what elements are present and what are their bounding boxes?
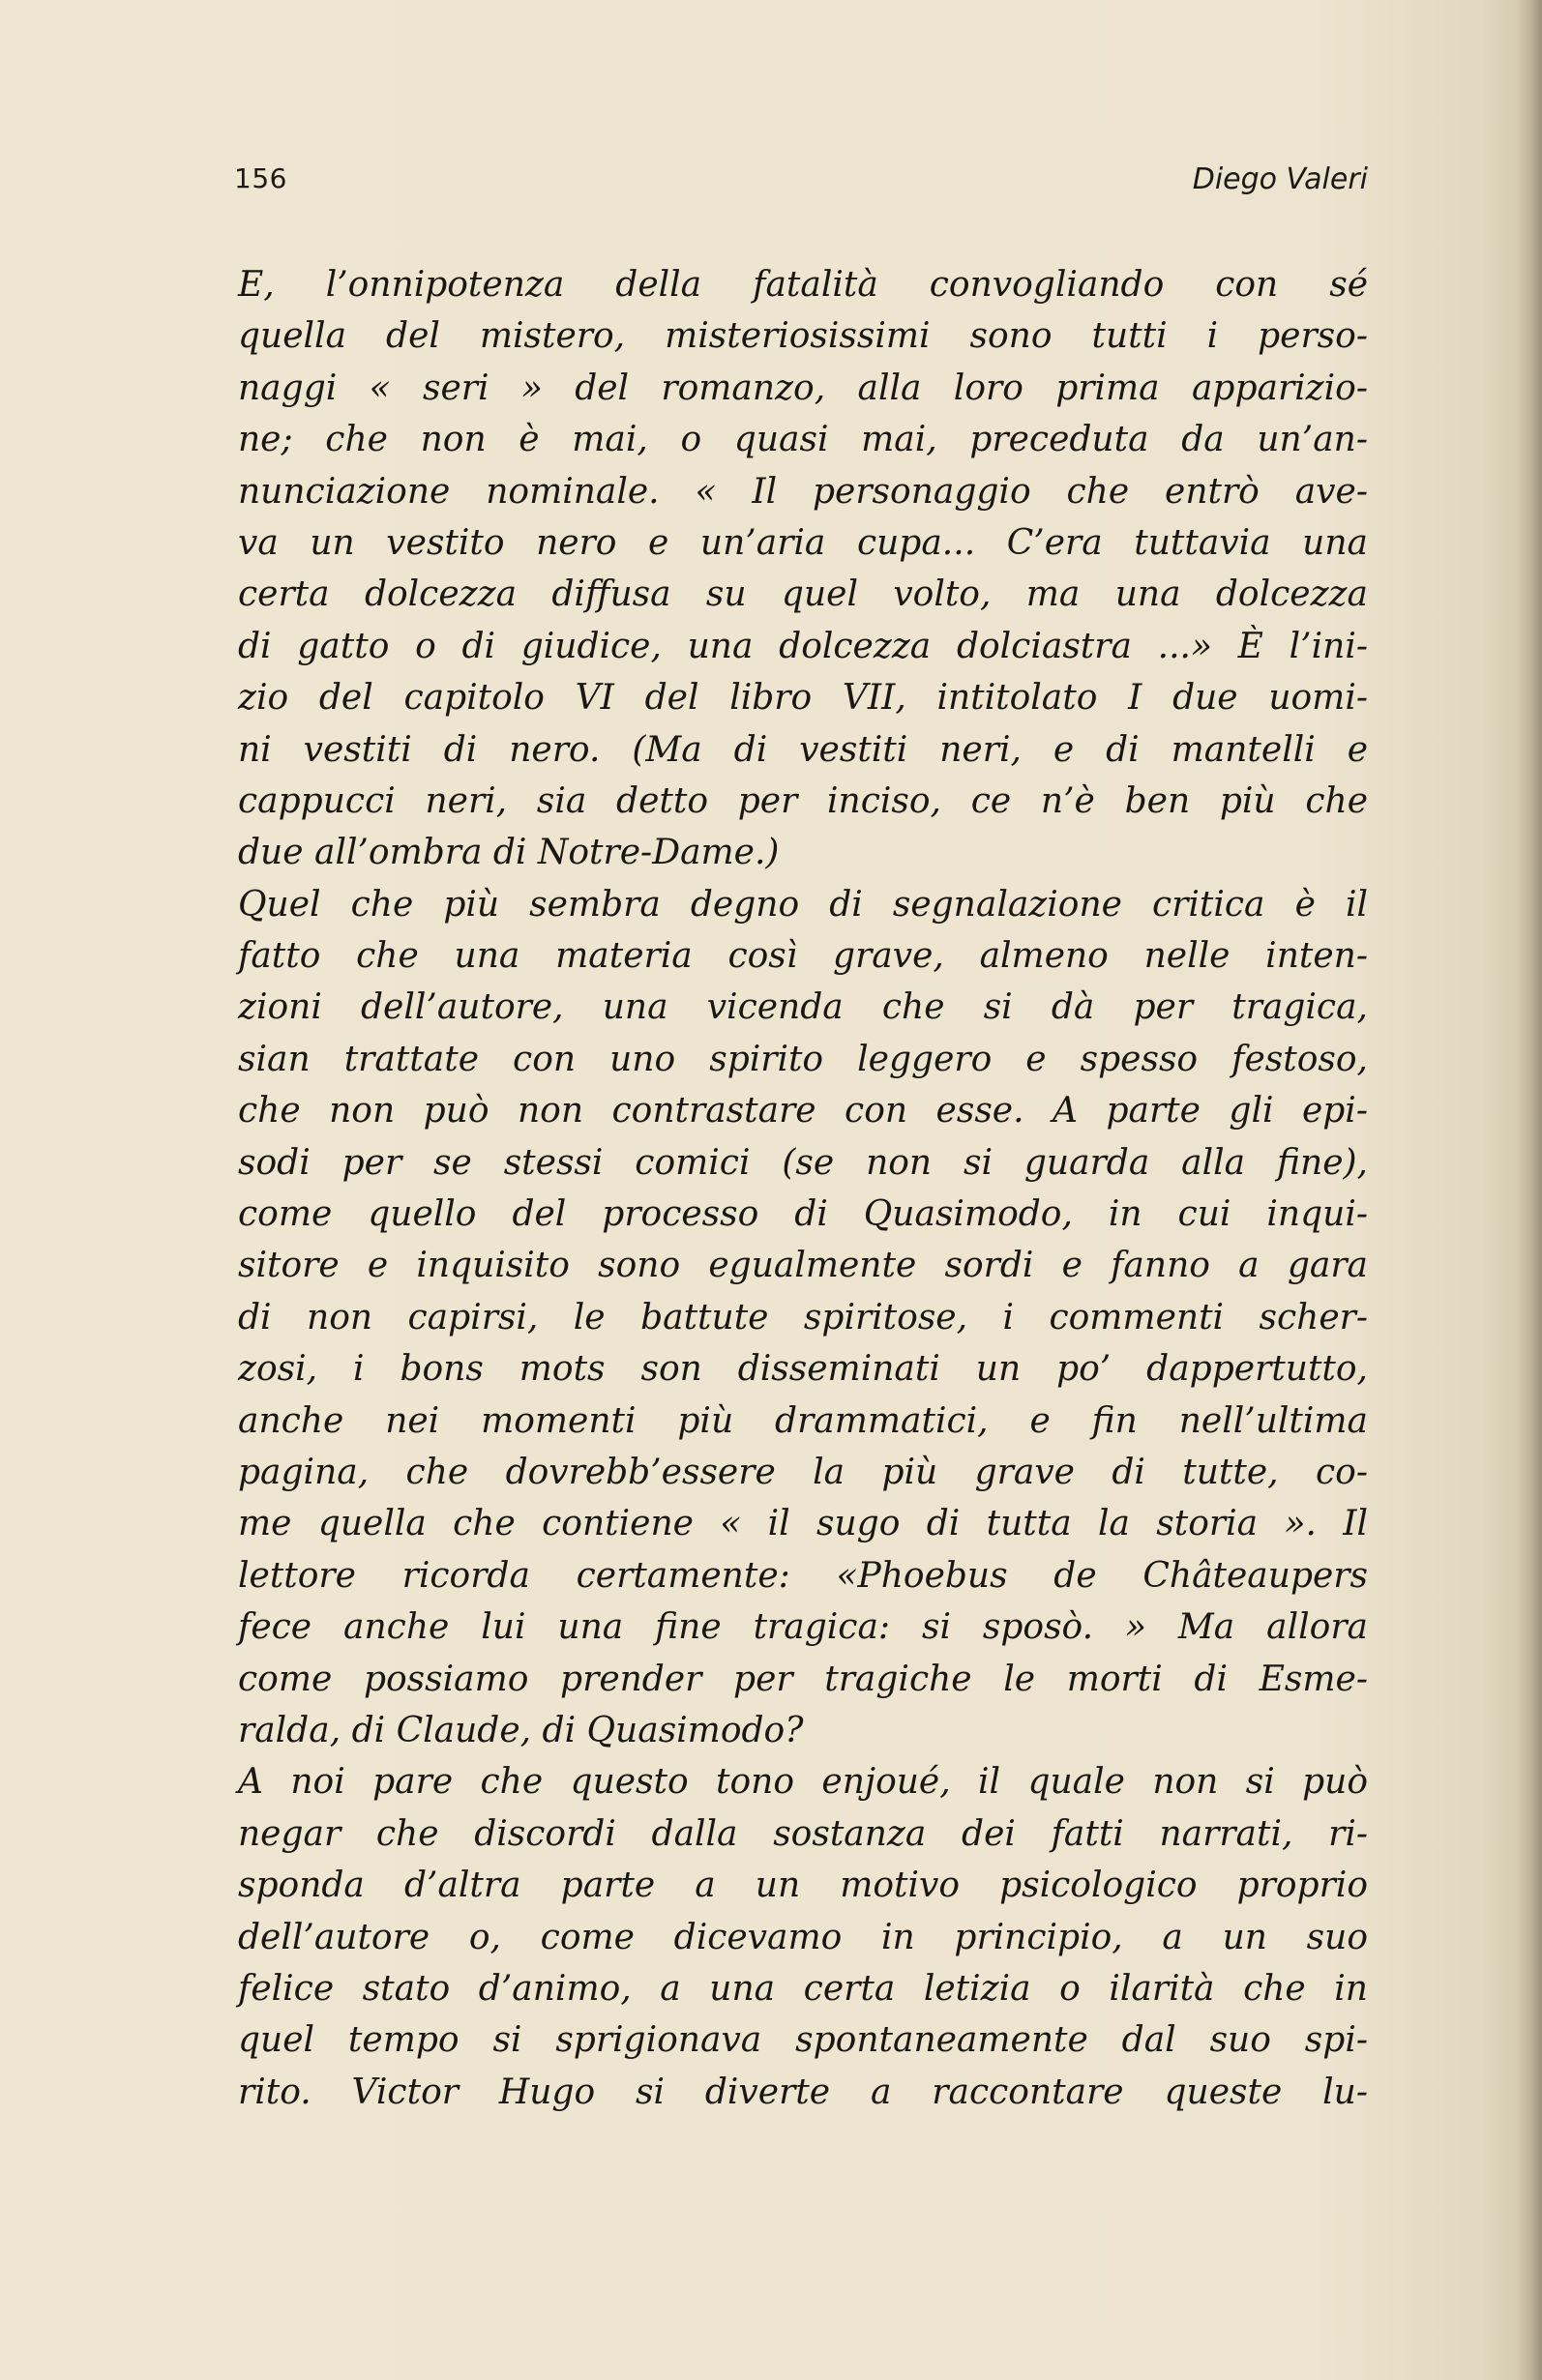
text-line: di non capirsi, le battute spiritose, i commenti scher- xyxy=(238,1297,1368,1337)
body-text xyxy=(238,259,1368,2118)
text-line: due all’ombra di Notre-Dame.) xyxy=(238,833,780,873)
text-line: me quella che contiene « il sugo di tutta la storia ». Il xyxy=(238,1504,1368,1544)
text-line: sian trattate con uno spirito leggero e spesso festoso, xyxy=(238,1039,1368,1079)
text-line: come quello del processo di Quasimodo, in cui inqui- xyxy=(238,1194,1368,1235)
page-header xyxy=(234,162,1368,205)
text-line: ni vestiti di nero. (Ma di vestiti neri, e di mantelli e xyxy=(238,729,1368,770)
text-line: anche nei momenti più drammatici, e fin nell’ultima xyxy=(238,1400,1368,1441)
text-line: sitore e inquisito sono egualmente sordi e fanno a gara xyxy=(238,1246,1368,1286)
text-line: va un vestito nero e un’aria cupa... C’era tuttavia una xyxy=(238,522,1368,563)
text-line: ralda, di Claude, di Quasimodo? xyxy=(238,1710,804,1750)
text-line: quel tempo si sprigionava spontaneamente dal suo spi- xyxy=(238,2020,1368,2061)
text-line: certa dolcezza diffusa su quel volto, ma una dolcezza xyxy=(238,574,1368,615)
text-line: lettore ricorda certamente: «Phoebus de Châteaupers xyxy=(238,1555,1368,1596)
page-number: 156 xyxy=(234,162,287,194)
text-line: E, l’onnipotenza della fatalità convogliando con sé xyxy=(238,265,1368,305)
text-line: zosi, i bons mots son disseminati un po’ dappertutto, xyxy=(238,1349,1368,1390)
text-line: felice stato d’animo, a una certa letizia o ilarità che in xyxy=(238,1968,1368,2009)
text-line: Quel che più sembra degno di segnalazione critica è il xyxy=(238,884,1368,925)
text-line: cappucci neri, sia detto per inciso, ce n’è ben più che xyxy=(238,780,1368,821)
text-line: sodi per se stessi comici (se non si guarda alla fine), xyxy=(238,1142,1368,1183)
text-line: negar che discordi dalla sostanza dei fatti narrati, ri- xyxy=(238,1813,1368,1854)
text-line: ne; che non è mai, o quasi mai, preceduta da un’an- xyxy=(238,420,1368,460)
text-line: fatto che una materia così grave, almeno nelle inten- xyxy=(238,936,1368,977)
text-line: quella del mistero, misteriosissimi sono tutti i perso- xyxy=(238,316,1368,357)
text-line: di gatto o di giudice, una dolcezza dolciastra ...» È l’ini- xyxy=(238,626,1368,666)
text-line: che non può non contrastare con esse. A parte gli epi- xyxy=(238,1091,1368,1131)
page-edge-shadow xyxy=(1517,0,1542,2380)
text-line: dell’autore o, come dicevamo in principio, a un suo xyxy=(238,1917,1368,1957)
text-line: rito. Victor Hugo si diverte a raccontare queste lu- xyxy=(238,2071,1368,2112)
running-head-author: Diego Valeri xyxy=(1192,162,1368,196)
text-line: pagina, che dovrebb’essere la più grave di tutte, co- xyxy=(238,1452,1368,1492)
text-line: zioni dell’autore, una vicenda che si dà per tragica, xyxy=(238,987,1368,1028)
text-line: zio del capitolo VI del libro VII, intitolato I due uomi- xyxy=(238,678,1368,719)
text-line: sponda d’altra parte a un motivo psicologico proprio xyxy=(238,1866,1368,1906)
text-line: nunciazione nominale. « Il personaggio che entrò ave- xyxy=(238,471,1368,512)
text-line: naggi « seri » del romanzo, alla loro prima apparizio- xyxy=(238,367,1368,408)
text-line: fece anche lui una fine tragica: si sposò. » Ma allora xyxy=(238,1607,1368,1648)
text-line: A noi pare che questo tono enjoué, il quale non si può xyxy=(238,1762,1368,1803)
text-line: come possiamo prender per tragiche le morti di Esme- xyxy=(238,1659,1368,1699)
